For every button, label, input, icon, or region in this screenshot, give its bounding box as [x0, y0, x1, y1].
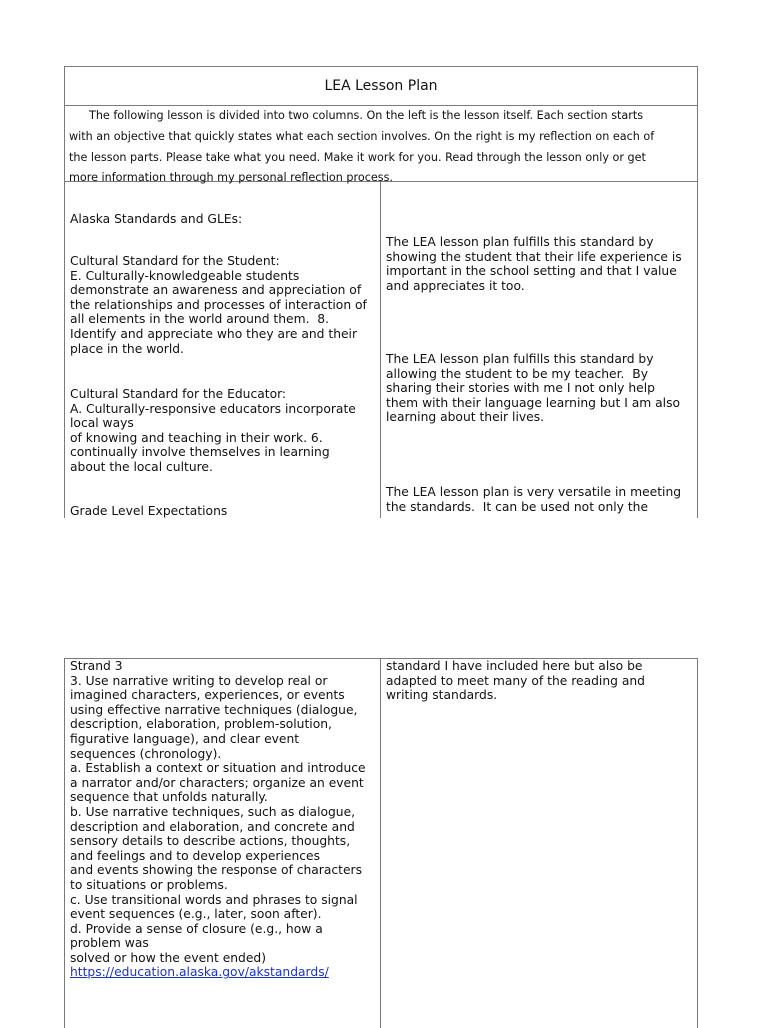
- lesson-plan-table-page1: [64, 66, 698, 518]
- lesson-column: [65, 182, 381, 518]
- reflection-block: The LEA lesson plan is very versatile in meeting the standards. It can be used not only the: [386, 485, 682, 514]
- intro-line: The following lesson is divided into two columns. On the left is the lesson itself. Each section starts: [89, 109, 644, 122]
- lesson-column: [65, 659, 381, 1028]
- student-standard-block: Cultural Standard for the Student: E. Culturally-knowledgeable students demonstrate an awareness and appreciation of the relationships and processes of interaction of all elements in the world around them. 8. Identify and appreciate who they are and their place in the world.: [70, 254, 367, 356]
- educator-standard-block: Cultural Standard for the Educator: A. Culturally-responsive educators incorporate local ways of knowing and teaching in their work. 6. continually involve themselves in learning about the local culture.: [70, 387, 356, 474]
- document-title: LEA Lesson Plan: [65, 67, 697, 106]
- reflection-continuation: standard I have included here but also be adapted to meet many of the reading and writing standards.: [386, 659, 645, 703]
- intro-line: with an objective that quickly states what each section involves. On the right is my reflection on each of: [69, 129, 655, 143]
- reflection-column: [381, 659, 697, 1028]
- strand-row: [65, 659, 697, 1028]
- gle-heading: Grade Level Expectations: [70, 504, 228, 518]
- reflection-column: [381, 182, 697, 518]
- reflection-block: The LEA lesson plan fulfills this standard by showing the student that their life experience is important in the school setting and that I value and appreciates it too.: [386, 235, 682, 293]
- standards-link[interactable]: https://education.alaska.gov/akstandards/: [70, 965, 329, 980]
- intro-line: the lesson parts. Please take what you need. Make it work for you. Read through the lesson only or get: [69, 150, 646, 164]
- intro-paragraph: [65, 106, 697, 185]
- intro-line: more information through my personal reflection process.: [69, 171, 393, 185]
- lesson-plan-table-page2: [64, 658, 698, 1028]
- reflection-block: The LEA lesson plan fulfills this standard by allowing the student to be my teacher. By sharing their stories with me I not only help them with their language learning but I am also learning about their lives.: [386, 352, 681, 425]
- standards-heading: Alaska Standards and GLEs:: [70, 212, 243, 226]
- strand-block: Strand 3 3. Use narrative writing to develop real or imagined characters, experiences, or events using effective narrative techniques (dialogue, description, elaboration, problem-solution, figurative language), and clear event sequences (chronology). a. Establish a context or situation and introduce a narrator and/or characters; organize an event sequence that unfolds naturally. b. Use narrative techniques, such as dialogue, description and elaboration, and concrete and sensory details to describe actions, thoughts, and feelings and to develop experiences and events showing the response of characters to situations or problems. c. Use transitional words and phrases to signal event sequences (e.g., later, soon after). d. Provide a sense of closure (e.g., how a problem was solved or how the event ended) https://education.alaska.gov/akstandards/: [70, 659, 366, 980]
- standards-row: [65, 182, 697, 518]
